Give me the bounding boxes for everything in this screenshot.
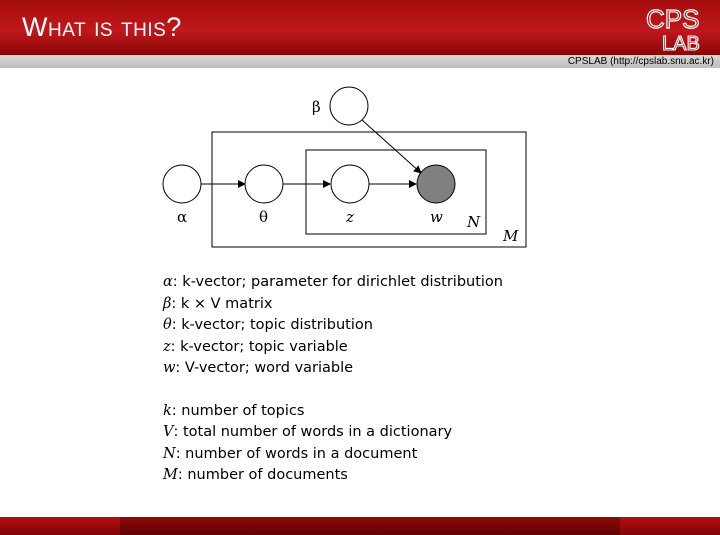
label-z: z (346, 208, 354, 226)
legend-symbol: V (163, 424, 174, 440)
legend-text: : k-vector; parameter for dirichlet distribution (172, 274, 503, 290)
label-alpha: α (177, 208, 188, 226)
legend-symbol: N (163, 445, 176, 462)
label-plate-M: M (503, 227, 519, 245)
legend-item-V (163, 422, 503, 444)
label-beta: β (312, 98, 321, 116)
notation-legend (163, 272, 503, 487)
legend-item-w (163, 358, 503, 380)
logo-text-cps: CPS (646, 4, 700, 34)
legend-text: : k × V matrix (171, 295, 273, 312)
node-alpha (163, 165, 201, 203)
node-theta (245, 165, 283, 203)
legend-item-z (163, 337, 503, 359)
node-beta (330, 87, 368, 125)
node-z (331, 165, 369, 203)
legend-text: : number of topics (171, 402, 305, 419)
node-w-observed (417, 165, 455, 203)
legend-symbol: M (163, 467, 178, 483)
legend-item-N (163, 444, 503, 466)
legend-item-M (163, 465, 503, 487)
legend-item-k (163, 401, 503, 423)
legend-text: : V-vector; word variable (175, 360, 354, 376)
legend-symbol: k (163, 402, 172, 419)
legend-item-alpha (163, 272, 503, 294)
legend-item-theta (163, 315, 503, 337)
label-plate-N: N (467, 213, 481, 231)
slide-title: What is this? (22, 12, 182, 42)
label-w: w (430, 208, 443, 226)
legend-symbol: β (163, 295, 172, 312)
legend-symbol: w (163, 360, 176, 376)
slide-credit: CPSLAB (http://cpslab.snu.ac.kr) (567, 56, 714, 67)
label-theta: θ (259, 208, 269, 226)
legend-symbol: α (163, 274, 173, 290)
legend-item-beta (163, 294, 503, 316)
legend-text: : total number of words in a dictionary (173, 424, 453, 440)
legend-text: : k-vector; topic variable (170, 338, 348, 355)
legend-text: : number of documents (177, 467, 348, 483)
logo-text-lab: LAB (662, 33, 700, 55)
legend-symbol: θ (163, 317, 172, 333)
legend-symbol: z (163, 338, 171, 355)
lda-plate-diagram (0, 0, 720, 260)
legend-text: : k-vector; topic distribution (171, 317, 373, 333)
legend-text: : number of words in a document (175, 445, 418, 462)
legend-spacer (163, 380, 503, 401)
slide-footer-band (120, 517, 620, 535)
edge-beta-w (362, 120, 421, 173)
